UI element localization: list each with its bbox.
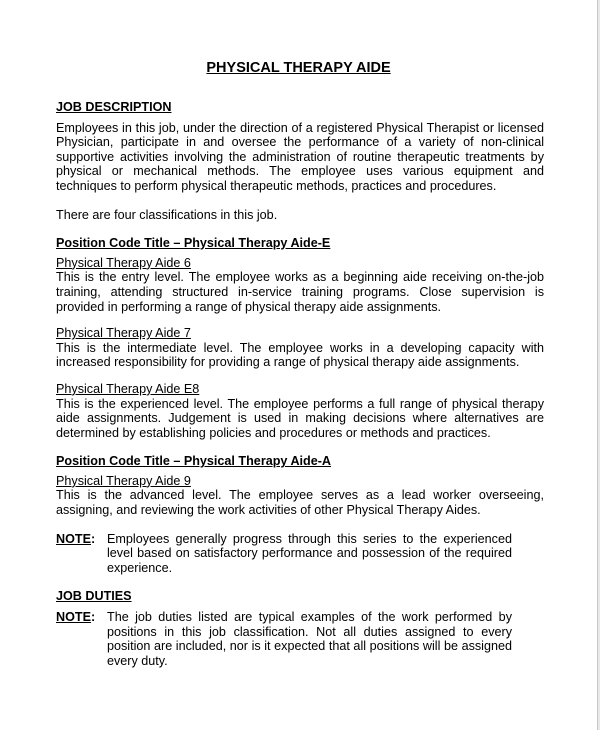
aide-9-name: Physical Therapy Aide 9: [56, 473, 191, 488]
aide-7-desc: This is the intermediate level. The employee works in a developing capacity with increased responsibility for providing a range of physical therapy aide assignments.: [56, 340, 544, 370]
job-description-paragraph: Employees in this job, under the direction of a registered Physical Therapist or licensed Physician, participate in and oversee the performance of a variety of non-clinical supportive activities involving the administration of routine therapeutic treatments by physical or mechanical methods. The employee uses various equipment and techniques to perform physical therapeutic methods, practices and procedures.: [56, 120, 544, 193]
document-body: [56, 100, 544, 668]
position-a-title: Position Code Title – Physical Therapy Aide-A: [56, 454, 332, 469]
duties-note: [56, 610, 512, 668]
duties-note-text: The job duties listed are typical examples of the work performed by positions in this job classification. Not all duties assigned to every position are included, nor is it expected that all positions will be assigned every duty.: [107, 610, 512, 668]
document-title: PHYSICAL THERAPY AIDE: [206, 60, 391, 76]
aide-e8-name: Physical Therapy Aide E8: [56, 381, 200, 396]
aide-7-name: Physical Therapy Aide 7: [56, 326, 191, 341]
note-label: NOTE:: [56, 531, 96, 546]
note-label: NOTE:: [56, 610, 96, 625]
progression-note-text: Employees generally progress through this series to the experienced level based on satisfactory performance and possession of the required experience.: [107, 531, 512, 575]
aide-6-desc: This is the entry level. The employee works as a beginning aide receiving on-the-job training, attending structured in-service training programs. Close supervision is provided in performing a range of physical therapy aide assignments.: [56, 270, 544, 314]
aide-6-name: Physical Therapy Aide 6: [56, 255, 191, 270]
aide-e8-desc: This is the experienced level. The employee performs a full range of physical therapy aide assignments. Judgement is used in making decisions where alternatives are determined by establishing policies and procedures or methods and practices.: [56, 396, 544, 440]
job-description-heading: JOB DESCRIPTION: [56, 100, 172, 114]
position-e-title: Position Code Title – Physical Therapy Aide-E: [56, 236, 331, 251]
progression-note: [56, 532, 512, 576]
aide-9-desc: This is the advanced level. The employee serves as a lead worker overseeing, assigning, and reviewing the work activities of other Physical Therapy Aides.: [56, 488, 544, 518]
classification-count-text: There are four classifications in this job.: [56, 207, 278, 222]
job-duties-heading: JOB DUTIES: [56, 589, 132, 604]
